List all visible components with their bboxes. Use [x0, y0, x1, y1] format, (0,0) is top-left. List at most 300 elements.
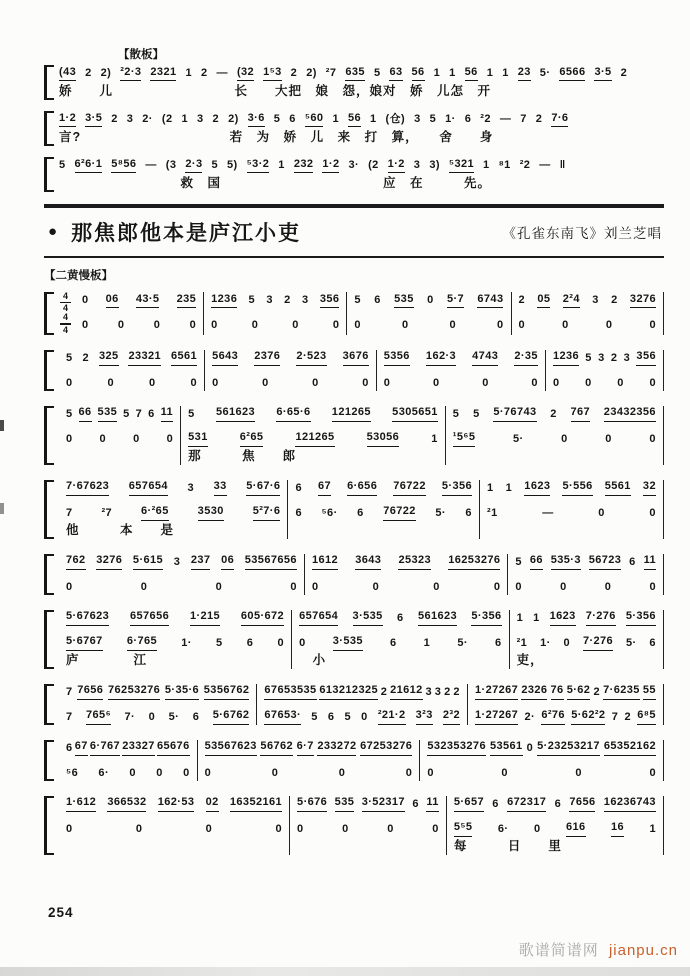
note-group: ⁸1 — [498, 159, 511, 171]
note-group: 2 — [610, 351, 618, 364]
note-group: 762 — [66, 553, 86, 570]
vocal-row — [519, 317, 656, 333]
note-group: 0 — [140, 580, 148, 593]
score-measure — [205, 350, 377, 391]
note-group: 0 — [531, 376, 538, 389]
watermark-site-name: 歌谱简谱网 — [518, 942, 599, 959]
watermark — [519, 939, 678, 960]
note-group: 0 — [156, 766, 163, 779]
time-signature — [59, 292, 75, 335]
instrumental-row — [553, 350, 656, 366]
vocal-row — [354, 317, 503, 333]
vocal-row — [454, 821, 656, 837]
note-group: 6 — [397, 611, 404, 624]
note-group: 535 — [394, 292, 414, 309]
note-group: 2 — [201, 67, 208, 79]
note-group: 0 — [493, 580, 501, 593]
note-group: 3 — [413, 159, 421, 171]
note-group: 0 — [563, 636, 571, 649]
ts-numerator: 4 — [62, 312, 68, 323]
note-group: 23432356 — [604, 405, 656, 422]
score-measure — [508, 554, 664, 595]
note-group: 1 — [483, 159, 490, 171]
lyric-row: 娇 儿 长 大把 娘 怨，娘对 娇 儿怎 开 — [59, 84, 492, 98]
vocal-row — [66, 765, 190, 781]
note-group: 5²7·6 — [253, 504, 281, 521]
system-bracket — [44, 111, 54, 146]
note-group: 5 — [66, 351, 73, 364]
note-group: 5⁵5 — [454, 820, 473, 837]
note-group: 1 — [431, 432, 438, 445]
score-measure — [198, 740, 421, 781]
note-group: 0 — [215, 580, 223, 593]
score-measure — [59, 796, 290, 855]
note-group: 2 — [82, 351, 89, 364]
note-group: 2 — [453, 685, 460, 698]
note-group: 5 — [344, 710, 352, 723]
bullet-icon: ● — [48, 223, 58, 240]
watermark-site-link[interactable]: jianpu.cn — [608, 942, 678, 959]
note-group: 67 — [318, 479, 331, 496]
note-group: 561623 — [418, 609, 457, 626]
note-group: 2 — [290, 67, 298, 79]
note-group: 162·53 — [158, 795, 195, 812]
note-group: 2) — [100, 67, 112, 79]
note-group: 16352161 — [230, 795, 282, 812]
note-group: 5 — [216, 636, 223, 649]
note-group: 0 — [649, 580, 656, 593]
note-group: 5·556 — [562, 479, 592, 496]
note-group: ⁵3·2 — [247, 157, 270, 174]
score-measure — [420, 740, 664, 781]
note-group: 1 — [370, 113, 377, 125]
note-group: 5·23253217 — [537, 739, 600, 756]
note-group: 6 — [66, 741, 73, 754]
instrumental-row — [211, 292, 339, 308]
instrumental-row — [188, 406, 438, 422]
note-group: 0 — [190, 376, 198, 389]
vocal-row — [427, 765, 656, 781]
note-group: 0 — [649, 432, 656, 445]
note-group: — — [539, 159, 551, 171]
note-group: 21612 — [390, 683, 423, 700]
note-group: 0 — [262, 376, 269, 389]
note-group: 23 — [518, 65, 531, 82]
note-group: 6·65·6 — [276, 405, 310, 422]
note-group: 1 — [185, 67, 193, 79]
lyric-row — [453, 448, 656, 465]
ts-denominator: 4 — [62, 324, 68, 335]
note-group: 3 — [425, 685, 433, 698]
instrumental-row — [66, 406, 173, 422]
note-group: 5·67623 — [66, 609, 109, 626]
vocal-row — [475, 709, 656, 725]
note-group: 5305651 — [392, 405, 438, 422]
note-group: 6 — [554, 797, 562, 810]
note-group: 3²3 — [416, 708, 433, 725]
score-measure — [446, 406, 664, 465]
note-group: 6 — [390, 636, 397, 649]
score-measure — [75, 292, 204, 335]
scan-artifact-bottom — [0, 967, 690, 976]
note-group: 2· — [524, 710, 536, 723]
note-group: 0 — [427, 294, 434, 306]
note-group: 0 — [515, 580, 522, 593]
system-bracket — [44, 554, 54, 595]
system-measures — [59, 406, 664, 465]
note-group: 7 — [66, 685, 73, 698]
section-header — [44, 204, 664, 258]
note-group: 635 — [345, 65, 365, 82]
system-measures — [59, 610, 664, 669]
score-measure — [59, 350, 205, 391]
lyric-row — [295, 522, 472, 539]
note-group: — — [145, 159, 157, 171]
note-group: 0 — [251, 319, 259, 331]
note-group: 0 — [585, 376, 592, 389]
note-group: 5 — [188, 407, 195, 420]
note-group: 767 — [571, 405, 591, 422]
instrumental-row — [515, 554, 656, 570]
song-title: 那焦郎他本是庐江小吏 — [71, 222, 302, 245]
note-group: 6 — [649, 636, 656, 649]
note-group: 6²76 — [541, 708, 565, 725]
note-group: 5· — [512, 432, 524, 445]
note-group: 7·276 — [586, 609, 616, 626]
note-group: 6· — [497, 822, 509, 835]
lyric-row: 救 国 应 在 先。 — [59, 176, 492, 190]
note-group: 3 — [414, 113, 421, 125]
note-group: 2 — [444, 685, 451, 698]
note-group: 5·76743 — [493, 405, 536, 422]
note-group: 5 — [211, 159, 219, 171]
note-group: 5· — [539, 67, 551, 79]
note-group: 76722 — [383, 504, 416, 521]
note-group: 16 — [611, 820, 624, 837]
note-group: 535·3 — [551, 553, 581, 570]
note-group: 6·656 — [347, 479, 377, 496]
note-group: 32 — [643, 479, 656, 496]
note-group: 2· — [142, 113, 153, 125]
score-measure — [59, 480, 288, 539]
note-group: ²2 — [519, 159, 531, 171]
note-group: 0 — [66, 580, 73, 593]
note-group: 3 — [598, 351, 605, 364]
vocal-row — [384, 375, 538, 391]
note-group: 5·657 — [454, 795, 484, 812]
score-measure — [204, 292, 347, 335]
note-group: 2·523 — [296, 349, 326, 366]
note-group: 0 — [649, 376, 656, 389]
note-group: ⁵6· — [321, 506, 338, 519]
note-group: 0 — [372, 580, 380, 593]
lyric-row: 那 焦 郎 — [188, 448, 297, 463]
note-group: 6 — [374, 294, 381, 306]
sanban-line-body — [59, 157, 664, 192]
note-group: 1 — [533, 611, 540, 624]
vocal-row — [517, 635, 656, 651]
note-group: 0 — [99, 432, 107, 445]
note-group: 33 — [214, 479, 227, 496]
sanban-line — [44, 157, 664, 192]
note-group: ²1 — [516, 636, 528, 649]
note-group: 765⁶ — [86, 708, 111, 725]
note-group: 7·6 — [551, 111, 568, 128]
note-group: 6 — [357, 506, 364, 519]
sanban-lines — [44, 65, 664, 192]
note-group: 5· — [625, 636, 637, 649]
note-group: 0 — [107, 376, 115, 389]
note-group: 3 — [126, 113, 134, 125]
note-group: 0 — [153, 319, 161, 331]
instrumental-row — [82, 292, 196, 308]
note-group: 2326 — [521, 683, 547, 700]
note-group: 0 — [361, 710, 368, 723]
note-group: 65676 — [157, 739, 190, 756]
note-group: ⁵6 — [66, 766, 79, 779]
note-group: ²2 — [480, 113, 491, 125]
note-group: 0 — [189, 319, 197, 331]
note-group: 6· — [98, 766, 110, 779]
score-measure — [292, 610, 510, 669]
vocal-row — [66, 579, 297, 595]
note-group: 67253276 — [360, 739, 412, 756]
lyric-row: 他 本 是 — [66, 522, 175, 537]
note-group: 7 — [66, 506, 73, 519]
note-group: 657654 — [299, 609, 338, 626]
note-group: 1236 — [211, 292, 237, 309]
note-group: 11 — [426, 795, 438, 812]
note-group: 121265 — [295, 430, 334, 447]
sanban-line — [44, 65, 664, 100]
note-group: 2 — [550, 407, 557, 420]
note-group: 672317 — [507, 795, 546, 812]
note-group: 5·35·6 — [165, 683, 199, 700]
note-group: ²1 — [487, 506, 498, 519]
note-group: 1 — [502, 67, 509, 79]
note-group: 2²4 — [563, 292, 580, 309]
note-group: 23327 — [122, 739, 155, 756]
note-group: 16253276 — [448, 553, 500, 570]
note-group: 0 — [427, 766, 434, 779]
note-group: 56 — [412, 65, 425, 82]
note-group: 3·52317 — [362, 795, 405, 812]
note-group: 3·5 — [594, 65, 611, 82]
system-measures — [59, 554, 664, 595]
system-bracket — [44, 480, 54, 539]
note-group: 0 — [342, 822, 349, 835]
note-group: 2376 — [254, 349, 280, 366]
vocal-row — [66, 505, 280, 521]
score-measure — [377, 350, 546, 391]
note-group: 1 — [332, 113, 339, 125]
instrumental-row — [487, 480, 656, 496]
note-group: ⁵60 — [305, 111, 324, 128]
note-group: 66 — [530, 553, 543, 570]
note-group: 561623 — [216, 405, 255, 422]
note-group: 366532 — [107, 795, 146, 812]
note-group: 2 — [624, 710, 632, 723]
note-group: 3 — [197, 113, 204, 125]
score-measure — [257, 684, 468, 725]
note-group: 1612 — [312, 553, 338, 570]
note-group: 06 — [106, 292, 119, 309]
note-group: 3 — [266, 294, 273, 306]
note-group: 5·356 — [626, 609, 656, 626]
note-group: 1 — [423, 636, 431, 649]
note-group: 1 — [449, 67, 456, 79]
system-measures — [59, 350, 664, 391]
note-group: 7 — [520, 113, 527, 125]
note-group: 1236 — [553, 349, 579, 366]
note-group: 0 — [311, 580, 319, 593]
note-group: 0 — [66, 432, 73, 445]
note-group: 0 — [117, 319, 125, 331]
score-measure — [59, 406, 181, 465]
note-group: 3276 — [630, 292, 656, 309]
note-group: 613212325 — [319, 683, 378, 700]
note-group: ¹5⁶5 — [453, 430, 476, 447]
note-group: 53567623 — [205, 739, 257, 756]
note-group: 6·7 — [297, 739, 314, 756]
note-group: 2 — [518, 294, 526, 306]
instrumental-row — [475, 684, 656, 700]
instrumental-row — [66, 610, 284, 626]
score-measure — [510, 610, 664, 669]
note-group: 0 — [148, 710, 156, 723]
note-group: 2 — [85, 67, 92, 79]
note-group: 1·2 — [388, 157, 405, 174]
vocal-row — [211, 317, 339, 333]
note-group: 3·535 — [333, 634, 363, 651]
note-group: 55 — [643, 683, 656, 700]
system-bracket — [44, 796, 54, 855]
scan-artifact-tick — [0, 420, 4, 431]
note-group: 1 — [487, 481, 494, 494]
note-group: 0 — [617, 376, 624, 389]
score-measure — [59, 684, 257, 725]
note-group: 0 — [604, 580, 612, 593]
note-group: 3·535 — [353, 609, 383, 626]
note-group: 5·615 — [133, 553, 163, 570]
lyric-row — [487, 522, 656, 539]
system-measures — [59, 740, 664, 781]
note-group: 1⁵3 — [263, 65, 282, 82]
system-bracket — [44, 610, 54, 669]
note-group: 5 — [354, 294, 361, 306]
note-group: 3276 — [96, 553, 122, 570]
instrumental-row — [66, 740, 190, 756]
instrumental-row — [66, 796, 282, 812]
note-group: — — [216, 67, 228, 79]
score-measure — [347, 292, 511, 335]
note-group: 7·6235 — [603, 683, 640, 700]
note-group: 06 — [221, 553, 234, 570]
note-group: — — [499, 113, 512, 125]
instrumental-row — [295, 480, 472, 496]
note-group: 3 — [173, 555, 181, 568]
note-group: 5 — [452, 407, 460, 420]
lyric-row: 小 — [299, 652, 327, 667]
vocal-row — [66, 821, 282, 837]
note-group: 1·612 — [66, 795, 96, 812]
note-group: 1 — [505, 481, 513, 494]
instrumental-row — [66, 684, 249, 700]
note-group: 6 — [465, 506, 472, 519]
note-group: 7656 — [569, 795, 595, 812]
score-system — [44, 610, 664, 669]
lyric-row: 庐 江 — [66, 652, 148, 667]
note-group: 7·67623 — [66, 479, 109, 496]
note-group: 1 — [516, 611, 524, 624]
note-group: 6743 — [477, 292, 503, 309]
note-group: 235 — [177, 292, 197, 309]
note-group: 0 — [598, 506, 605, 519]
note-group: 6 — [192, 710, 200, 723]
note-group: 1·27267 — [475, 683, 518, 700]
note-group: 5 — [515, 555, 522, 568]
note-group: 356 — [636, 349, 656, 366]
note-group: 76722 — [393, 479, 426, 496]
note-group: 2 — [535, 113, 543, 125]
note-group: 3676 — [343, 349, 369, 366]
note-group: 0 — [332, 319, 340, 331]
note-group: 237 — [191, 553, 211, 570]
note-group: 616 — [566, 820, 586, 837]
score-system — [44, 684, 664, 725]
note-group: ⁵321 — [449, 157, 474, 174]
note-group: 6 — [464, 113, 472, 125]
note-group: 0 — [482, 376, 489, 389]
page-number: 254 — [48, 905, 74, 920]
score-system — [44, 350, 664, 391]
note-group: 5 — [585, 351, 592, 364]
note-group: 2 — [212, 113, 220, 125]
instrumental-row — [453, 406, 656, 422]
note-group: 2) — [228, 113, 239, 125]
note-group: 6 — [629, 555, 636, 568]
score-measure — [59, 740, 198, 781]
vocal-row — [453, 431, 656, 447]
note-group: 6 — [148, 407, 155, 420]
note-group: (43 — [59, 65, 76, 82]
note-group: 5 — [311, 710, 318, 723]
score-measure — [290, 796, 447, 855]
note-group: 0 — [290, 580, 297, 593]
note-group: 5⁸56 — [111, 157, 136, 174]
vocal-row — [66, 431, 173, 447]
note-group: 0 — [383, 376, 391, 389]
instrumental-row — [384, 350, 538, 366]
vocal-row — [66, 375, 197, 391]
note-group: 535 — [98, 405, 118, 422]
note-group: 605·672 — [241, 609, 284, 626]
note-group: 0 — [526, 741, 534, 754]
note-group: 1·215 — [190, 609, 220, 626]
notation-row — [59, 111, 664, 127]
note-group: 56762 — [260, 739, 293, 756]
note-group: 0 — [432, 376, 440, 389]
note-group: 5561 — [605, 479, 631, 496]
score-measure — [546, 350, 664, 391]
note-group: 5 — [66, 407, 73, 420]
note-group: 6·767 — [90, 739, 120, 756]
system-bracket — [44, 65, 54, 100]
note-group: ²21·2 — [378, 708, 406, 725]
system-bracket — [44, 684, 54, 725]
note-group: 7 — [611, 710, 619, 723]
note-group: 0 — [292, 319, 299, 331]
